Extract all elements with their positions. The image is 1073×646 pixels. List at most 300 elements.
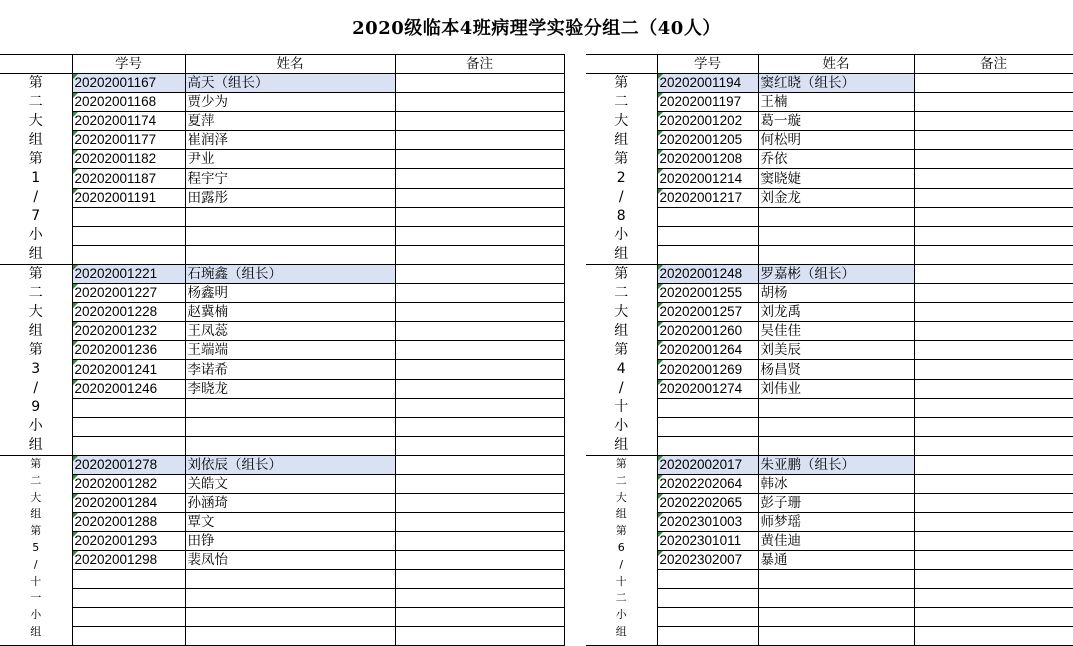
table-row xyxy=(586,284,1073,303)
note-cell[interactable] xyxy=(914,436,1073,455)
student-id-cell[interactable]: 20202302007 xyxy=(657,551,758,570)
group-label-char: 十 xyxy=(614,399,629,415)
note-cell[interactable] xyxy=(914,551,1073,570)
table-row xyxy=(586,188,1073,207)
student-id-cell[interactable] xyxy=(72,589,185,608)
table-row xyxy=(0,360,564,379)
group-label-char: / xyxy=(618,189,624,205)
header-note[interactable]: 备注 xyxy=(395,55,564,74)
title-bar xyxy=(0,0,1073,54)
note-cell[interactable] xyxy=(914,226,1073,245)
student-name-cell[interactable]: 朱亚鹏（组长） xyxy=(758,456,914,475)
student-name-cell[interactable]: 高天（组长） xyxy=(185,74,395,93)
note-cell[interactable] xyxy=(914,284,1073,303)
note-cell[interactable] xyxy=(914,74,1073,93)
note-cell[interactable] xyxy=(395,112,564,131)
student-id-cell[interactable] xyxy=(72,398,185,417)
student-id-cell[interactable]: 20202001288 xyxy=(72,513,185,532)
table-row xyxy=(586,265,1073,284)
table-row xyxy=(0,398,564,417)
student-id-cell[interactable] xyxy=(72,245,185,264)
group-label-char: 组 xyxy=(614,132,629,148)
group-label-char: 大 xyxy=(614,113,629,129)
table-row xyxy=(0,475,564,494)
student-name-cell[interactable] xyxy=(185,627,395,646)
note-cell[interactable] xyxy=(395,417,564,436)
note-cell[interactable] xyxy=(395,589,564,608)
student-id-cell[interactable]: 20202301003 xyxy=(657,513,758,532)
student-name-cell[interactable]: 何松明 xyxy=(758,131,914,150)
student-id-cell[interactable]: 20202001177 xyxy=(72,131,185,150)
student-id-cell[interactable] xyxy=(657,436,758,455)
group-label-char: 9 xyxy=(31,399,41,415)
note-cell[interactable] xyxy=(395,74,564,93)
corner-cell xyxy=(0,55,72,74)
table-row xyxy=(0,627,564,646)
note-cell[interactable] xyxy=(914,169,1073,188)
student-name-cell[interactable]: 葛一璇 xyxy=(758,112,914,131)
student-id-cell[interactable]: 20202001187 xyxy=(72,169,185,188)
student-id-cell[interactable]: 20202001241 xyxy=(72,360,185,379)
student-name-cell[interactable]: 田露彤 xyxy=(185,188,395,207)
group-label-char: 第 xyxy=(615,524,627,538)
note-cell[interactable] xyxy=(914,150,1073,169)
group-label-char: 1 xyxy=(31,170,41,186)
table-row xyxy=(586,303,1073,322)
student-id-cell[interactable]: 20202001236 xyxy=(72,341,185,360)
table-row xyxy=(586,456,1073,475)
table-row xyxy=(0,608,564,627)
left-table-body xyxy=(0,74,564,646)
group-label-char: 第 xyxy=(28,75,43,91)
table-row xyxy=(0,265,564,284)
group-label-char: 一 xyxy=(30,591,42,605)
group-label-text xyxy=(586,74,657,264)
student-name-cell[interactable]: 韩冰 xyxy=(758,475,914,494)
student-id-cell[interactable]: 20202001269 xyxy=(657,360,758,379)
student-name-cell[interactable]: 乔依 xyxy=(758,150,914,169)
note-cell[interactable] xyxy=(395,188,564,207)
group-label-char: 大 xyxy=(615,490,627,504)
note-cell[interactable] xyxy=(395,265,564,284)
right-half xyxy=(586,54,1073,646)
note-cell[interactable] xyxy=(914,475,1073,494)
note-cell[interactable] xyxy=(395,207,564,226)
group-label-text xyxy=(586,265,657,455)
student-id-cell[interactable] xyxy=(72,207,185,226)
note-cell[interactable] xyxy=(914,398,1073,417)
student-name-cell[interactable] xyxy=(758,207,914,226)
student-id-cell[interactable] xyxy=(657,207,758,226)
table-row xyxy=(586,322,1073,341)
student-id-cell[interactable]: 20202001232 xyxy=(72,322,185,341)
student-name-cell[interactable] xyxy=(185,417,395,436)
note-cell[interactable] xyxy=(395,150,564,169)
note-cell[interactable] xyxy=(914,532,1073,551)
group-label-char: 二 xyxy=(30,473,42,487)
note-cell[interactable] xyxy=(395,475,564,494)
student-id-cell[interactable]: 20202202064 xyxy=(657,475,758,494)
student-name-cell[interactable]: 关皓文 xyxy=(185,475,395,494)
group-label-char: 2 xyxy=(616,170,626,186)
note-cell[interactable] xyxy=(914,207,1073,226)
table-row xyxy=(586,417,1073,436)
student-id-cell[interactable]: 20202001197 xyxy=(657,93,758,112)
note-cell[interactable] xyxy=(914,112,1073,131)
note-cell[interactable] xyxy=(395,379,564,398)
table-row xyxy=(0,417,564,436)
student-name-cell[interactable] xyxy=(758,398,914,417)
student-id-cell[interactable]: 20202001227 xyxy=(72,284,185,303)
table-row xyxy=(586,570,1073,589)
group-label-text xyxy=(0,456,72,641)
note-cell[interactable] xyxy=(395,284,564,303)
group-label-char: 大 xyxy=(614,304,629,320)
note-cell[interactable] xyxy=(395,322,564,341)
student-name-cell[interactable]: 黄佳迪 xyxy=(758,532,914,551)
group-label[interactable] xyxy=(0,74,72,265)
group-label-char: / xyxy=(619,557,624,571)
group-label-char: 组 xyxy=(615,507,627,521)
student-name-cell[interactable] xyxy=(185,207,395,226)
student-id-cell[interactable]: 20202001191 xyxy=(72,188,185,207)
student-id-cell[interactable]: 20202001228 xyxy=(72,303,185,322)
table-row xyxy=(586,245,1073,264)
group-label-char: 第 xyxy=(30,524,42,538)
student-name-cell[interactable]: 杨鑫明 xyxy=(185,284,395,303)
note-cell[interactable] xyxy=(914,245,1073,264)
student-name-cell[interactable]: 窦晓婕 xyxy=(758,169,914,188)
group-label-text xyxy=(586,456,657,641)
group-label-char: 5 xyxy=(32,540,40,554)
group-label-char: 小 xyxy=(28,227,43,243)
note-cell[interactable] xyxy=(395,513,564,532)
student-id-cell[interactable]: 20202001274 xyxy=(657,379,758,398)
corner-cell xyxy=(586,55,657,74)
student-name-cell[interactable]: 杨昌贤 xyxy=(758,360,914,379)
note-cell[interactable] xyxy=(395,551,564,570)
table-row xyxy=(0,112,564,131)
group-label-char: 组 xyxy=(28,323,43,339)
group-label[interactable] xyxy=(586,456,657,646)
student-id-cell[interactable]: 20202001298 xyxy=(72,551,185,570)
student-name-cell[interactable]: 尹业 xyxy=(185,150,395,169)
note-cell[interactable] xyxy=(395,226,564,245)
student-name-cell[interactable] xyxy=(185,226,395,245)
table-row xyxy=(586,150,1073,169)
note-cell[interactable] xyxy=(914,589,1073,608)
student-id-cell[interactable]: 20202001214 xyxy=(657,169,758,188)
student-name-cell[interactable]: 李晓龙 xyxy=(185,379,395,398)
note-cell[interactable] xyxy=(395,303,564,322)
student-id-cell[interactable] xyxy=(657,245,758,264)
student-name-cell[interactable]: 刘伟业 xyxy=(758,379,914,398)
student-name-cell[interactable]: 刘龙禹 xyxy=(758,303,914,322)
note-cell[interactable] xyxy=(914,322,1073,341)
table-row xyxy=(0,150,564,169)
student-id-cell[interactable]: 20202301011 xyxy=(657,532,758,551)
note-cell[interactable] xyxy=(914,456,1073,475)
note-cell[interactable] xyxy=(395,341,564,360)
table-row xyxy=(0,589,564,608)
student-id-cell[interactable]: 20202001205 xyxy=(657,131,758,150)
group-label-char: 组 xyxy=(615,624,627,638)
student-id-cell[interactable]: 20202001255 xyxy=(657,284,758,303)
group-label-char: 3 xyxy=(31,361,41,377)
student-id-cell[interactable]: 20202001284 xyxy=(72,494,185,513)
student-id-cell[interactable]: 20202001246 xyxy=(72,379,185,398)
student-id-cell[interactable]: 20202001168 xyxy=(72,93,185,112)
student-id-cell[interactable]: 20202001182 xyxy=(72,150,185,169)
note-cell[interactable] xyxy=(914,303,1073,322)
note-cell[interactable] xyxy=(914,341,1073,360)
student-name-cell[interactable]: 崔润泽 xyxy=(185,131,395,150)
group-label-char: 组 xyxy=(614,246,629,262)
student-id-cell[interactable]: 20202001174 xyxy=(72,112,185,131)
student-id-cell[interactable]: 20202001202 xyxy=(657,112,758,131)
student-id-cell[interactable] xyxy=(72,417,185,436)
group-label-char: 二 xyxy=(615,591,627,605)
group-label-char: 二 xyxy=(615,473,627,487)
student-id-cell[interactable]: 20202202065 xyxy=(657,494,758,513)
group-label[interactable] xyxy=(586,74,657,265)
group-label-char: 6 xyxy=(617,540,625,554)
student-name-cell[interactable]: 覃文 xyxy=(185,513,395,532)
note-cell[interactable] xyxy=(395,456,564,475)
note-cell[interactable] xyxy=(395,436,564,455)
student-name-cell[interactable]: 吴佳佳 xyxy=(758,322,914,341)
note-cell[interactable] xyxy=(914,93,1073,112)
left-table xyxy=(0,54,565,646)
student-name-cell[interactable]: 刘金龙 xyxy=(758,188,914,207)
student-id-cell[interactable]: 20202001293 xyxy=(72,532,185,551)
note-cell[interactable] xyxy=(395,570,564,589)
group-label-char: 组 xyxy=(28,437,43,453)
right-table xyxy=(586,54,1073,646)
student-name-cell[interactable] xyxy=(758,245,914,264)
student-id-cell[interactable]: 20202001264 xyxy=(657,341,758,360)
student-name-cell[interactable]: 窦红晓（组长） xyxy=(758,74,914,93)
group-label-char: 小 xyxy=(615,608,627,622)
student-id-cell[interactable]: 20202001167 xyxy=(72,74,185,93)
student-id-cell[interactable] xyxy=(657,608,758,627)
student-id-cell[interactable]: 20202001221 xyxy=(72,265,185,284)
student-name-cell[interactable]: 胡杨 xyxy=(758,284,914,303)
student-id-cell[interactable] xyxy=(657,570,758,589)
note-cell[interactable] xyxy=(395,494,564,513)
table-row xyxy=(0,436,564,455)
student-id-cell[interactable]: 20202001194 xyxy=(657,74,758,93)
table-row xyxy=(586,475,1073,494)
table-row xyxy=(0,494,564,513)
student-name-cell[interactable] xyxy=(758,627,914,646)
group-label-char: 大 xyxy=(28,304,43,320)
header-name[interactable]: 姓名 xyxy=(185,55,395,74)
student-name-cell[interactable] xyxy=(758,226,914,245)
student-name-cell[interactable]: 孙涵琦 xyxy=(185,494,395,513)
student-name-cell[interactable]: 彭子珊 xyxy=(758,494,914,513)
student-id-cell[interactable]: 20202001257 xyxy=(657,303,758,322)
group-label-char: 二 xyxy=(28,285,43,301)
table-row xyxy=(0,131,564,150)
student-name-cell[interactable]: 赵冀楠 xyxy=(185,303,395,322)
note-cell[interactable] xyxy=(914,494,1073,513)
group-label-char: 小 xyxy=(28,418,43,434)
student-id-cell[interactable]: 20202002017 xyxy=(657,456,758,475)
group-label-char: 第 xyxy=(28,151,43,167)
note-cell[interactable] xyxy=(395,169,564,188)
group-label-char: 第 xyxy=(614,151,629,167)
table-row xyxy=(0,245,564,264)
note-cell[interactable] xyxy=(914,627,1073,646)
note-cell[interactable] xyxy=(395,93,564,112)
header-note[interactable]: 备注 xyxy=(914,55,1073,74)
student-id-cell[interactable] xyxy=(657,417,758,436)
group-label-char: 小 xyxy=(614,227,629,243)
group-label-char: 十 xyxy=(615,574,627,588)
student-id-cell[interactable] xyxy=(657,226,758,245)
table-row xyxy=(0,322,564,341)
table-row xyxy=(586,169,1073,188)
student-id-cell[interactable]: 20202001260 xyxy=(657,322,758,341)
student-name-cell[interactable]: 石琬鑫（组长） xyxy=(185,265,395,284)
note-cell[interactable] xyxy=(395,608,564,627)
student-name-cell[interactable] xyxy=(758,417,914,436)
note-cell[interactable] xyxy=(395,360,564,379)
header-name[interactable]: 姓名 xyxy=(758,55,914,74)
student-name-cell[interactable]: 王端端 xyxy=(185,341,395,360)
header-id[interactable]: 学号 xyxy=(657,55,758,74)
student-name-cell[interactable]: 田铮 xyxy=(185,532,395,551)
group-label-char: 第 xyxy=(614,75,629,91)
student-id-cell[interactable] xyxy=(72,436,185,455)
table-row xyxy=(586,608,1073,627)
student-name-cell[interactable]: 夏萍 xyxy=(185,112,395,131)
note-cell[interactable] xyxy=(914,188,1073,207)
student-name-cell[interactable]: 刘依辰（组长） xyxy=(185,456,395,475)
student-id-cell[interactable]: 20202001282 xyxy=(72,475,185,494)
note-cell[interactable] xyxy=(395,532,564,551)
student-name-cell[interactable]: 王楠 xyxy=(758,93,914,112)
group-label-char: 十 xyxy=(30,574,42,588)
student-id-cell[interactable] xyxy=(72,608,185,627)
student-name-cell[interactable] xyxy=(185,436,395,455)
table-row xyxy=(586,74,1073,93)
note-cell[interactable] xyxy=(914,379,1073,398)
note-cell[interactable] xyxy=(914,417,1073,436)
table-row xyxy=(0,551,564,570)
student-id-cell[interactable] xyxy=(657,589,758,608)
student-name-cell[interactable] xyxy=(758,570,914,589)
table-row xyxy=(0,93,564,112)
table-row xyxy=(0,513,564,532)
student-id-cell[interactable] xyxy=(72,627,185,646)
student-name-cell[interactable] xyxy=(185,245,395,264)
group-label-char: / xyxy=(33,189,39,205)
note-cell[interactable] xyxy=(914,131,1073,150)
student-name-cell[interactable]: 程宇宁 xyxy=(185,169,395,188)
group-label-char: 第 xyxy=(28,266,43,282)
student-id-cell[interactable] xyxy=(72,570,185,589)
group-label-char: 组 xyxy=(28,246,43,262)
note-cell[interactable] xyxy=(914,360,1073,379)
group-label-text xyxy=(0,265,72,455)
student-name-cell[interactable]: 刘美辰 xyxy=(758,341,914,360)
table-row xyxy=(586,436,1073,455)
student-name-cell[interactable] xyxy=(185,570,395,589)
student-name-cell[interactable] xyxy=(185,608,395,627)
student-id-cell[interactable]: 20202001208 xyxy=(657,150,758,169)
student-name-cell[interactable]: 罗嘉彬（组长） xyxy=(758,265,914,284)
table-row xyxy=(0,303,564,322)
group-label-char: 第 xyxy=(30,457,42,470)
group-label-char: 组 xyxy=(30,507,42,521)
student-name-cell[interactable]: 师梦瑶 xyxy=(758,513,914,532)
note-cell[interactable] xyxy=(395,627,564,646)
note-cell[interactable] xyxy=(914,608,1073,627)
group-label-char: 7 xyxy=(31,208,41,224)
student-id-cell[interactable]: 20202001278 xyxy=(72,456,185,475)
header-id[interactable]: 学号 xyxy=(72,55,185,74)
group-label-char: 大 xyxy=(28,113,43,129)
table-row xyxy=(586,112,1073,131)
student-id-cell[interactable] xyxy=(657,627,758,646)
student-name-cell[interactable]: 裴凤怡 xyxy=(185,551,395,570)
group-label[interactable] xyxy=(0,456,72,646)
note-cell[interactable] xyxy=(914,513,1073,532)
group-label-char: / xyxy=(618,380,624,396)
student-name-cell[interactable] xyxy=(185,398,395,417)
table-row xyxy=(0,188,564,207)
student-name-cell[interactable]: 李诺希 xyxy=(185,360,395,379)
student-id-cell[interactable] xyxy=(72,226,185,245)
student-name-cell[interactable]: 暴通 xyxy=(758,551,914,570)
group-label-char: 4 xyxy=(616,361,626,377)
note-cell[interactable] xyxy=(395,131,564,150)
table-row xyxy=(0,456,564,475)
group-label-char: 第 xyxy=(614,342,629,358)
student-name-cell[interactable] xyxy=(185,589,395,608)
student-id-cell[interactable] xyxy=(657,398,758,417)
note-cell[interactable] xyxy=(914,265,1073,284)
student-id-cell[interactable]: 20202001248 xyxy=(657,265,758,284)
student-name-cell[interactable] xyxy=(758,436,914,455)
student-name-cell[interactable]: 贾少为 xyxy=(185,93,395,112)
group-label-char: 组 xyxy=(614,323,629,339)
table-row xyxy=(0,74,564,93)
group-label-char: 二 xyxy=(614,94,629,110)
student-id-cell[interactable]: 20202001217 xyxy=(657,188,758,207)
student-name-cell[interactable]: 王凤蕊 xyxy=(185,322,395,341)
table-row xyxy=(586,207,1073,226)
group-label-char: 二 xyxy=(614,285,629,301)
table-row xyxy=(586,532,1073,551)
table-row xyxy=(586,131,1073,150)
left-half xyxy=(0,54,565,646)
group-label-char: 组 xyxy=(614,437,629,453)
group-label-char: 大 xyxy=(30,490,42,504)
note-cell[interactable] xyxy=(395,398,564,417)
note-cell[interactable] xyxy=(395,245,564,264)
group-label-char: / xyxy=(33,380,39,396)
student-name-cell[interactable] xyxy=(758,589,914,608)
sheet-title: 2020级临本4班病理学实验分组二（40人） xyxy=(352,18,721,39)
student-name-cell[interactable] xyxy=(758,608,914,627)
note-cell[interactable] xyxy=(914,570,1073,589)
group-label[interactable] xyxy=(0,265,72,456)
group-label[interactable] xyxy=(586,265,657,456)
table-row xyxy=(0,532,564,551)
